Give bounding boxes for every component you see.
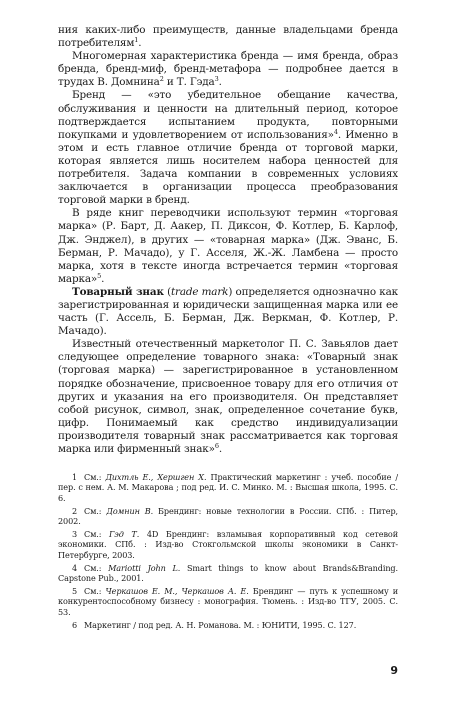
term-bold: Товарный знак <box>72 285 164 298</box>
footnote-text: Практический маркетинг : учеб. пособие / пер. с нем. А. М. Макарова ; под ред. И. С. Минко. М. : Высшая школа, 1995. С. 6. <box>58 472 398 503</box>
paragraph-brand-characteristics <box>58 50 398 89</box>
paragraph-continuation <box>58 24 398 50</box>
footnote-prefix: См.: <box>84 529 110 540</box>
footnote-number: 6 <box>72 619 78 630</box>
paragraph-text: В ряде книг переводчики используют термин «торговая марка» (Р. Барт, Д. Аакер, П. Диксон, Ф. Котлер, Б. Карлоф, Дж. Энджел), в других — «товарная марка» (Дж. Эванс, Б. Берман, Р. Мачадо), у Г. Асселя, Ж.-Ж. Ламбена — просто марка, хотя в тексте иногда встречается термин «торговая марка» <box>58 207 398 285</box>
paragraph-text: и Т. Гэда <box>163 76 215 89</box>
footnote-ref[interactable]: 1 <box>134 36 139 45</box>
footnote-ref[interactable]: 2 <box>159 75 164 84</box>
footnote-ref[interactable]: 5 <box>97 271 102 280</box>
paragraph-text: . Именно в этом и есть главное отличие бренда от торговой марки, которая является лишь носителем набора ценностей для потребителя. Задача компании в современных условиях заключается в организации процесса преобразования торговой марки в бренд. <box>58 128 398 207</box>
paragraph-text: ) определяется однозначно как зарегистрированная и юридически защищенная марка или ее часть (Г. Ассель, Б. Берман, Дж. Веркман, Ф. Котлер, Р. Мачадо). <box>58 285 398 338</box>
paragraph-text: Многомерная характеристика бренда — имя бренда, образ бренда, бренд-миф, бренд-метафора — подробнее дается в трудах В. Домнина <box>58 50 398 89</box>
footnote-prefix: См.: <box>84 586 106 597</box>
paragraph-text: . <box>218 76 222 89</box>
paragraph-text: Бренд — «это убедительное обещание качества, обслуживания и ценности на длительный период, которое подтверждается испытанием продукта, повторными покупками и удовлетворением от использования» <box>58 89 398 141</box>
footnote-number: 2 <box>72 505 78 516</box>
footnote <box>58 472 398 503</box>
footnote-number: 3 <box>72 529 78 540</box>
footnote <box>58 620 398 630</box>
paragraph-text: Известный отечественный маркетолог П. С. Завьялов дает следующее определение товарного знака: «Товарный знак (торговая марка) — зарегистрированное в установленном порядке обозначение, присвоенное товару для его отличия от других и указания на его производителя. Он представляет собой рисунок, символ, знак, определенное сочетание букв, цифр. Понимаемый как средство индивидуализации производителя товарный знак рассматривается как торговая марка или фирменный знак» <box>58 338 398 455</box>
footnote-author: Черкашов Е. М., Черкашов А. Е. <box>105 586 249 597</box>
footnote-number: 5 <box>72 586 78 597</box>
footnote-text: 4D Брендинг: взламывая корпоративный код сетевой экономики. СПб. : Изд-во Стокгольмской школы экономики в Санкт-Петербурге, 2003. <box>58 529 398 560</box>
footnote-prefix: См.: <box>84 562 109 573</box>
footnote <box>58 529 398 560</box>
footnote-text: Брендинг: новые технологии в России. СПб. : Питер, 2002. <box>58 505 398 526</box>
paragraph-trademark <box>58 286 398 338</box>
paragraph-text: . <box>218 443 223 455</box>
footnote-prefix: См.: <box>84 505 107 516</box>
footnote-text: Брендинг — путь к успешному и конкурентоспособному бизнесу : монография. Тюмень. : Изд-во ТГУ, 2005. С. 53. <box>58 586 399 617</box>
footnotes <box>58 472 398 630</box>
paragraph-text: ния каких-либо преимуществ, данные владельцами бренда потребителям <box>58 24 398 50</box>
footnote-author: Дихтль Е., Хершген Х. <box>105 472 207 483</box>
footnote-author: Домнин В. <box>106 505 154 516</box>
footnote-ref[interactable]: 3 <box>214 75 219 84</box>
footnote-ref[interactable]: 6 <box>214 442 219 450</box>
term-italic: trade mark <box>170 285 229 298</box>
footnote-ref[interactable]: 4 <box>333 127 338 136</box>
main-text <box>58 24 398 456</box>
footnote <box>58 586 398 617</box>
footnote-text: Маркетинг / под ред. А. Н. Романова. М. : ЮНИТИ, 1995. С. 127. <box>84 619 357 630</box>
paragraph-text: . <box>138 37 142 50</box>
paragraph-text: ( <box>163 285 171 298</box>
footnote-prefix: См.: <box>84 472 106 483</box>
footnote-text: Smart things to know about Brands&Branding. Capstone Pub., 2001. <box>58 562 398 583</box>
footnote <box>58 563 398 583</box>
footnote-number: 4 <box>72 562 78 573</box>
paragraph-zavyalov <box>58 338 398 456</box>
footnote-author: Гэд Т. <box>109 529 140 540</box>
footnote-author: Mariotti John L. <box>108 562 181 573</box>
page-content <box>58 24 398 633</box>
footnote-number: 1 <box>72 472 78 483</box>
paragraph-brand-definition <box>58 89 398 207</box>
footnote <box>58 506 398 526</box>
paragraph-terminology <box>58 207 398 286</box>
page-number: 9 <box>390 664 398 677</box>
paragraph-text: . <box>101 272 105 285</box>
